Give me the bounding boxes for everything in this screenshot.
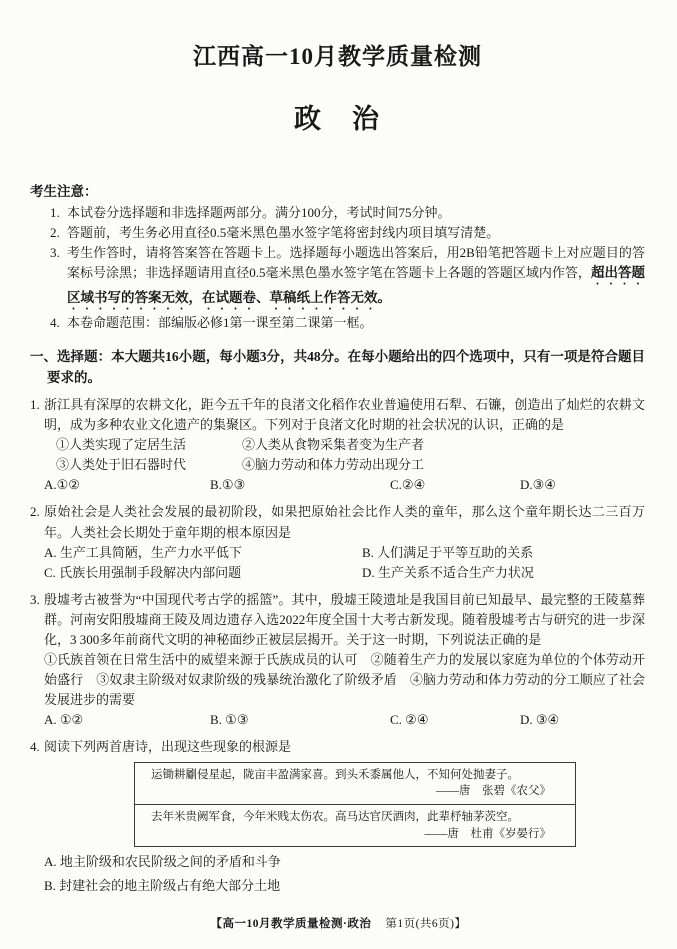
section-one-heading: 一、选择题：本大题共16小题，每小题3分，共48分。在每小题给出的四个选项中，只有一项是符合题目要求的。: [30, 348, 645, 385]
question-stem: 阅读下列两首唐诗，出现这些现象的根源是: [44, 738, 292, 754]
poem-attribution: ——唐 张碧《农父》: [436, 785, 551, 798]
poem-quote-box: [134, 762, 576, 848]
statement-1: ①人类实现了定居生活: [56, 437, 187, 453]
statement-row: [44, 435, 645, 455]
choice-d: D. 生产关系不适合生产力状况: [362, 564, 534, 580]
notice-item-text: 本试卷分选择题和非选择题两部分。满分100分，考试时间75分钟。: [67, 204, 451, 220]
question-4: [30, 737, 645, 897]
question-number: 3.: [30, 591, 40, 607]
notice-item-number: 4.: [50, 314, 60, 330]
question-body: [44, 395, 645, 495]
question-1: [30, 395, 645, 495]
choice-b: B. 人们满足于平等互助的关系: [362, 544, 534, 560]
question-number: 4.: [30, 738, 40, 754]
question-body: [44, 737, 645, 897]
footer-exam-name: 【高一10月教学质量检测·政治: [210, 918, 372, 930]
statement-2: ②人类从食物采集者变为生产者: [242, 437, 425, 453]
notice-item-text: 答题前，考生务必用直径0.5毫米黑色墨水签字笔将密封线内项目填写清楚。: [67, 224, 500, 240]
notice-item-4: [30, 313, 645, 333]
notice-heading: 考生注意：: [30, 184, 98, 199]
statement-3: ③人类处于旧石器时代: [56, 457, 187, 473]
poem-cell-2: [135, 804, 575, 846]
question-body: [44, 590, 645, 730]
question-number: 1.: [30, 397, 40, 413]
question-body: [44, 502, 645, 582]
notice-item-2: [30, 223, 645, 243]
choice-c: C. 氏族长用强制手段解决内部问题: [44, 564, 242, 580]
choice-c: C.②④: [390, 477, 426, 493]
choice-a: A. 生产工具简陋，生产力水平低下: [44, 544, 242, 560]
poem-text: 去年米贵阙军食，今年米贱太伤农。高马达官厌酒肉，此辈杼轴茅茨空。: [151, 811, 519, 824]
exam-subject: 政 治: [294, 104, 381, 134]
exam-title: 江西高一10月教学质量检测: [193, 44, 482, 69]
footer-page-number: 第1页(共6页)】: [385, 918, 467, 930]
poem-cell-1: [135, 763, 575, 804]
question-number: 2.: [30, 504, 40, 520]
notice-item-number: 1.: [50, 204, 60, 220]
poem-attribution: ——唐 杜甫《岁晏行》: [424, 827, 551, 840]
statement-row: [44, 455, 645, 475]
statement-4: ④脑力劳动和体力劳动出现分工: [242, 457, 425, 473]
numbered-statements: ①氏族首领在日常生活中的威望来源于氏族成员的认可 ②随着生产力的发展以家庭为单位的个体劳动开始盛行 ③奴隶主阶级对奴隶阶级的残暴统治激化了阶级矛盾 ④脑力劳动和体力劳动的分工顺应了社会发展进步的需要: [44, 651, 645, 707]
notice-item-1: [30, 203, 645, 223]
answer-choices-row: [44, 710, 645, 730]
choice-d: D. ③④: [520, 711, 560, 727]
notice-item-3: [30, 243, 645, 313]
option-row: [44, 543, 645, 563]
question-stem: 原始社会是人类社会发展的最初阶段，如果把原始社会比作人类的童年，那么这个童年期长达二三百万年。人类社会长期处于童年期的根本原因是: [44, 504, 645, 540]
notice-item-text: 本卷命题范围：部编版必修1第一课至第二课第一框。: [67, 314, 373, 330]
poem-text: 运锄耕劚侵星起，陇亩丰盈满家喜。到头禾黍属他人，不知何处抛妻子。: [151, 768, 519, 781]
page-footer: [0, 915, 677, 931]
choice-d: D.③④: [520, 477, 556, 493]
question-stem: 殷墟考古被誉为“中国现代考古学的摇篮”。其中，殷墟王陵遗址是我国目前已知最早、最完整的王陵墓葬群。河南安阳殷墟商王陵及周边遗存入选2022年度全国十大考古新发现。随着殷墟考古与研究的进一步深化，3 300多年前商代文明的神秘面纱正被层层揭开。关于这一时期，下列说法正确的是: [44, 591, 645, 647]
choice-a: A.①②: [44, 477, 80, 493]
notice-item-text-emphasized: 超出答题区域书写的答案无效，在试题卷、草稿纸上作答无效。: [67, 264, 645, 305]
choice-a: A. ①②: [44, 711, 84, 727]
notice-item-number: 3.: [50, 244, 60, 260]
answer-choices-row: [44, 475, 645, 495]
question-3: [30, 590, 645, 730]
question-2: [30, 502, 645, 582]
choice-b: B. ①③: [210, 711, 249, 727]
notice-item-text-plain: 考生作答时，请将答案答在答题卡上。选择题每小题选出答案后，用2B铅笔把答题卡上对应题目的答案标号涂黑；非选择题请用直径0.5毫米黑色墨水签字笔在答题卡上各题的答题区域内作答，: [67, 244, 645, 280]
question-stem: 浙江具有深厚的农耕文化，距今五千年的良渚文化稻作农业普遍使用石犁、石镰，创造出了灿烂的农耕文明，成为多种农业文化遗产的集聚区。下列对于良渚文化时期的社会状况的认识，正确的是: [44, 397, 645, 433]
candidate-notice-section: [30, 182, 645, 333]
notice-item-text: [67, 243, 645, 313]
notice-item-number: 2.: [50, 224, 60, 240]
choice-b: B. 封建社会的地主阶级占有绝大部分土地: [44, 878, 281, 894]
option-row: [44, 563, 645, 583]
choice-c: C. ②④: [390, 711, 429, 727]
choice-a: A. 地主阶级和农民阶级之间的矛盾和斗争: [44, 854, 281, 870]
choice-b: B.①③: [210, 477, 246, 493]
